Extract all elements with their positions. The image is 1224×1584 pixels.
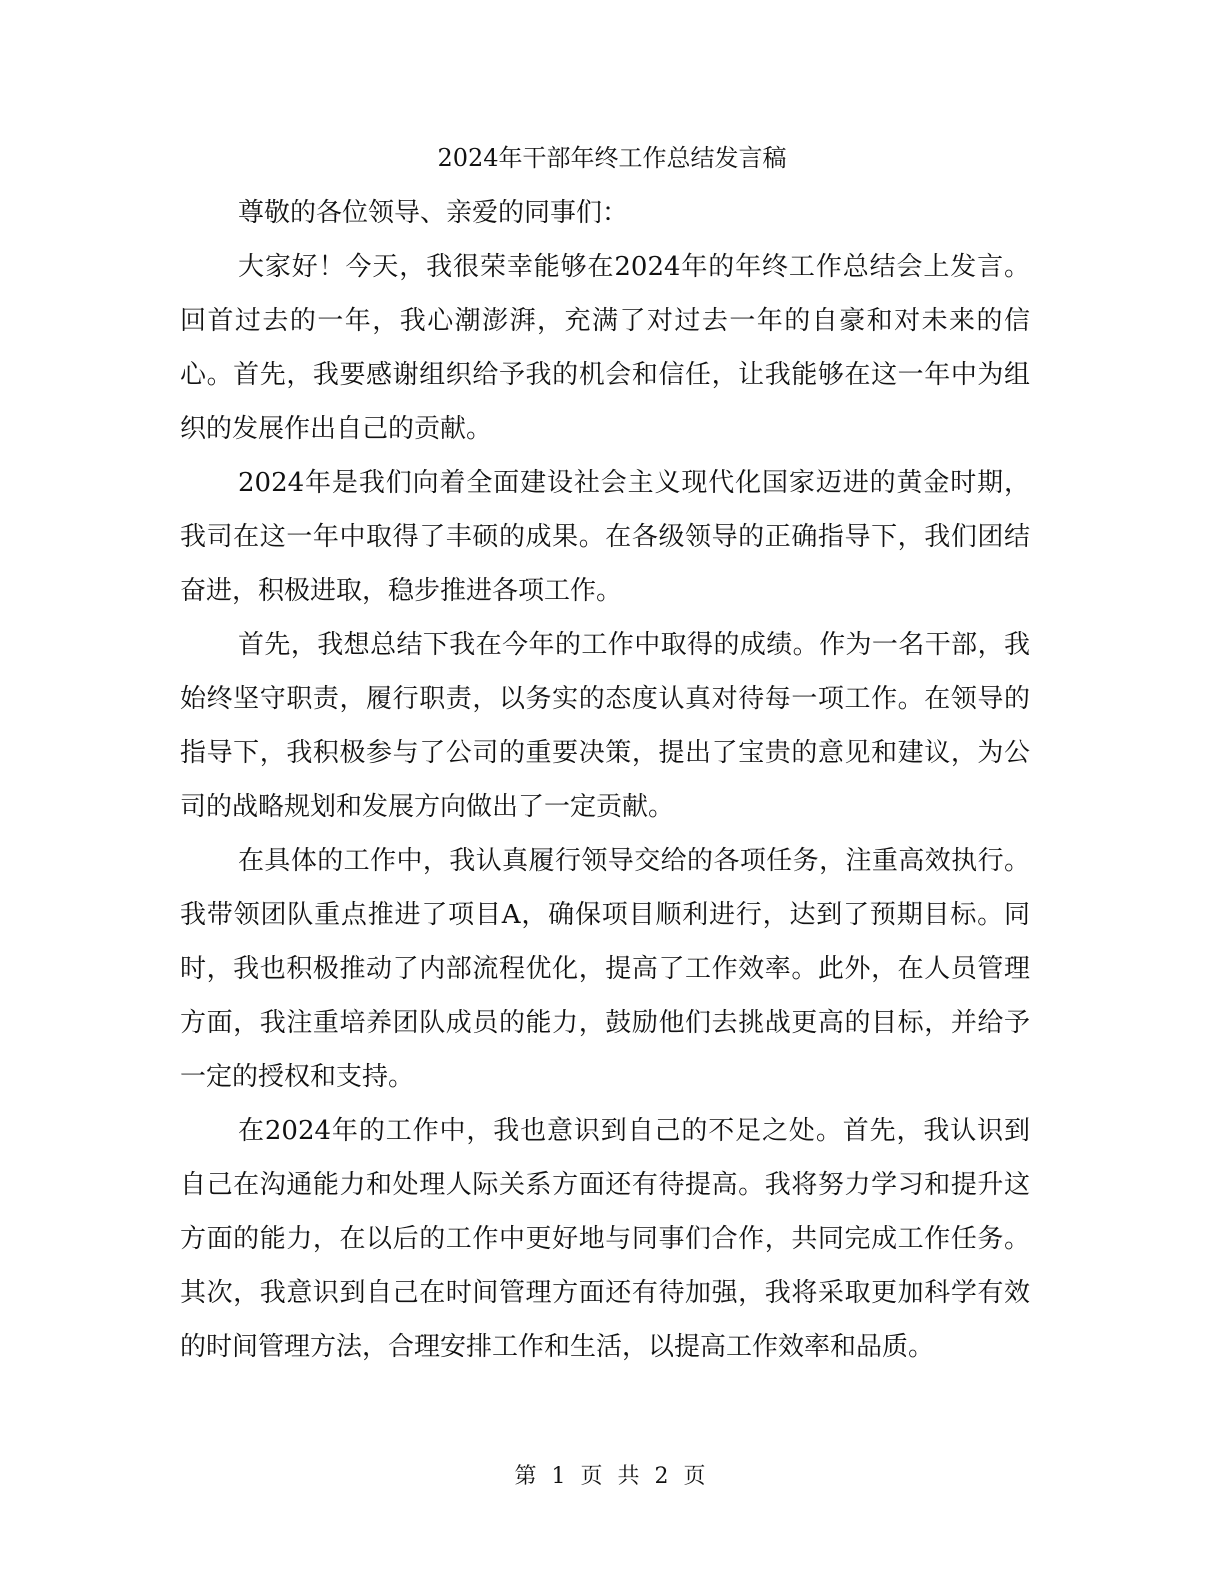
page-number-footer: 第 1 页 共 2 页 [514,1464,710,1489]
greeting-paragraph: 尊敬的各位领导、亲爱的同事们： [238,198,629,228]
document-body [180,186,1030,1374]
intro-paragraph: 大家好！今天，我很荣幸能够在2024年的年终工作总结会上发言。回首过去的一年，我心潮澎湃，充满了对过去一年的自豪和对未来的信心。首先，我要感谢组织给予我的机会和信任，让我能够在这一年中为组织的发展作出自己的贡献。 [180,252,1030,444]
shortcomings-paragraph: 在2024年的工作中，我也意识到自己的不足之处。首先，我认识到自己在沟通能力和处理人际关系方面还有待提高。我将努力学习和提升这方面的能力，在以后的工作中更好地与同事们合作，共同完成工作任务。其次，我意识到自己在时间管理方面还有待加强，我将采取更加科学有效的时间管理方法，合理安排工作和生活，以提高工作效率和品质。 [180,1116,1030,1362]
specific-work-paragraph: 在具体的工作中，我认真履行领导交给的各项任务，注重高效执行。我带领团队重点推进了项目A，确保项目顺利进行，达到了预期目标。同时，我也积极推动了内部流程优化，提高了工作效率。此外，在人员管理方面，我注重培养团队成员的能力，鼓励他们去挑战更高的目标，并给予一定的授权和支持。 [180,846,1030,1092]
achievements-paragraph: 首先，我想总结下我在今年的工作中取得的成绩。作为一名干部，我始终坚守职责，履行职责，以务实的态度认真对待每一项工作。在领导的指导下，我积极参与了公司的重要决策，提出了宝贵的意见和建议，为公司的战略规划和发展方向做出了一定贡献。 [180,630,1030,822]
year-overview-paragraph: 2024年是我们向着全面建设社会主义现代化国家迈进的黄金时期，我司在这一年中取得了丰硕的成果。在各级领导的正确指导下，我们团结奋进，积极进取，稳步推进各项工作。 [180,468,1030,606]
document-title: 2024年干部年终工作总结发言稿 [437,144,787,172]
